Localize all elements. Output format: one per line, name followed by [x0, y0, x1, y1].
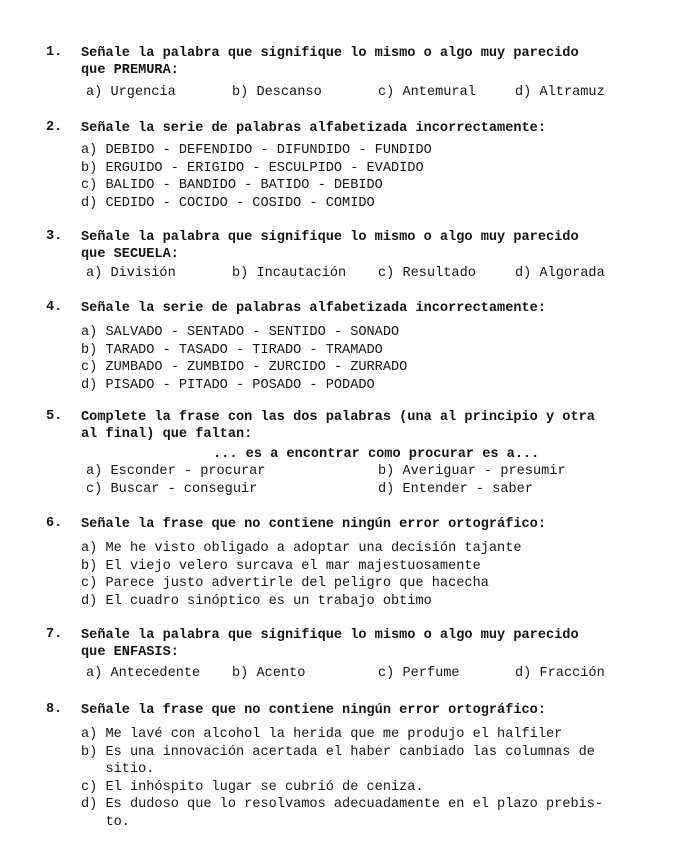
option-d[interactable]: d) Es dudoso que lo resolvamos adecuadamente en el plazo prebis- — [81, 797, 604, 813]
option-d[interactable]: d) Fracción — [515, 666, 605, 681]
option-c[interactable]: c) El inhóspito lugar se cubrió de ceniza. — [81, 779, 424, 795]
option-b[interactable]: b) El viejo velero surcava el mar majestuosamente — [81, 558, 481, 574]
question-stem — [81, 409, 646, 443]
option-c[interactable]: c) Antemural — [378, 85, 476, 100]
option-a[interactable]: a) Urgencia — [86, 85, 176, 100]
option-d[interactable]: d) Algorada — [515, 266, 605, 281]
stem-line: Señale la serie de palabras alfabetizada incorrectamente: — [81, 301, 546, 316]
option-list — [81, 726, 603, 832]
question-stem — [81, 627, 646, 661]
question-number: 7. — [46, 627, 63, 642]
option-list — [81, 324, 407, 394]
question-stem — [81, 45, 646, 79]
stem-line: Señale la palabra que signifique lo mismo o algo muy parecido — [81, 628, 579, 643]
option-c[interactable]: c) Parece justo advertirle del peligro que hacecha — [81, 576, 489, 592]
question-number: 6. — [46, 516, 63, 531]
option-list — [81, 540, 522, 610]
option-d[interactable]: d) PISADO - PITADO - POSADO - PODADO — [81, 377, 375, 393]
option-d-continuation: to. — [81, 814, 130, 830]
option-c[interactable]: c) Perfume — [378, 666, 460, 681]
option-d[interactable]: d) Altramuz — [515, 85, 605, 100]
option-b[interactable]: b) Incautación — [232, 266, 347, 281]
question-stem — [81, 702, 646, 719]
option-d[interactable]: d) El cuadro sinóptico es un trabajo obtimo — [81, 593, 432, 609]
question-number: 4. — [46, 300, 63, 315]
question-stem — [81, 120, 646, 137]
stem-line: Señale la frase que no contiene ningún error ortográfico: — [81, 703, 546, 718]
analogy-phrase: ... es a encontrar como procurar es a... — [213, 447, 540, 462]
option-b[interactable]: b) TARADO - TASADO - TIRADO - TRAMADO — [81, 342, 383, 358]
option-d[interactable]: d) Entender - saber — [378, 482, 533, 497]
question-number: 3. — [46, 229, 63, 244]
stem-line: Señale la frase que no contiene ningún error ortográfico: — [81, 517, 546, 532]
option-a[interactable]: a) División — [86, 266, 176, 281]
option-d[interactable]: d) CEDIDO - COCIDO - COSIDO - COMIDO — [81, 195, 375, 211]
stem-line: Complete la frase con las dos palabras (una al principio y otra — [81, 410, 595, 425]
question-stem — [81, 229, 646, 263]
option-c[interactable]: c) ZUMBADO - ZUMBIDO - ZURCIDO - ZURRADO — [81, 360, 408, 376]
stem-line: al final) que faltan: — [81, 427, 253, 442]
option-b[interactable]: b) Descanso — [232, 85, 322, 100]
option-c[interactable]: c) Buscar - conseguir — [86, 482, 258, 497]
option-b[interactable]: b) Averiguar - presumir — [378, 464, 566, 479]
question-stem — [81, 300, 646, 317]
option-b-continuation: sitio. — [81, 762, 155, 778]
stem-line: que SECUELA: — [81, 247, 179, 262]
option-a[interactable]: a) DEBIDO - DEFENDIDO - DIFUNDIDO - FUNDIDO — [81, 143, 432, 158]
option-c[interactable]: c) Resultado — [378, 266, 476, 281]
stem-line: Señale la palabra que signifique lo mismo o algo muy parecido — [81, 230, 579, 245]
option-a[interactable]: a) SALVADO - SENTADO - SENTIDO - SONADO — [81, 325, 400, 340]
question-number: 1. — [46, 45, 63, 60]
stem-line: que ENFASIS: — [81, 645, 179, 660]
option-a[interactable]: a) Me lavé con alcohol la herida que me produjo el halfiler — [81, 727, 563, 742]
stem-line: Señale la serie de palabras alfabetizada incorrectamente: — [81, 121, 546, 136]
option-b[interactable]: b) Acento — [232, 666, 306, 681]
question-number: 5. — [46, 409, 63, 424]
stem-line: Señale la palabra que signifique lo mismo o algo muy parecido — [81, 46, 579, 61]
option-a[interactable]: a) Esconder - procurar — [86, 464, 266, 479]
option-list — [81, 142, 432, 212]
question-number: 8. — [46, 702, 63, 717]
option-b[interactable]: b) ERGUIDO - ERIGIDO - ESCULPIDO - EVADIDO — [81, 160, 424, 176]
option-c[interactable]: c) BALIDO - BANDIDO - BATIDO - DEBIDO — [81, 178, 383, 194]
option-b[interactable]: b) Es una innovación acertada el haber canbiado las columnas de — [81, 744, 595, 760]
stem-line: que PREMURA: — [81, 63, 179, 78]
option-a[interactable]: a) Antecedente — [86, 666, 201, 681]
question-number: 2. — [46, 120, 63, 135]
question-stem — [81, 516, 646, 533]
option-a[interactable]: a) Me he visto obligado a adoptar una decisión tajante — [81, 541, 522, 556]
